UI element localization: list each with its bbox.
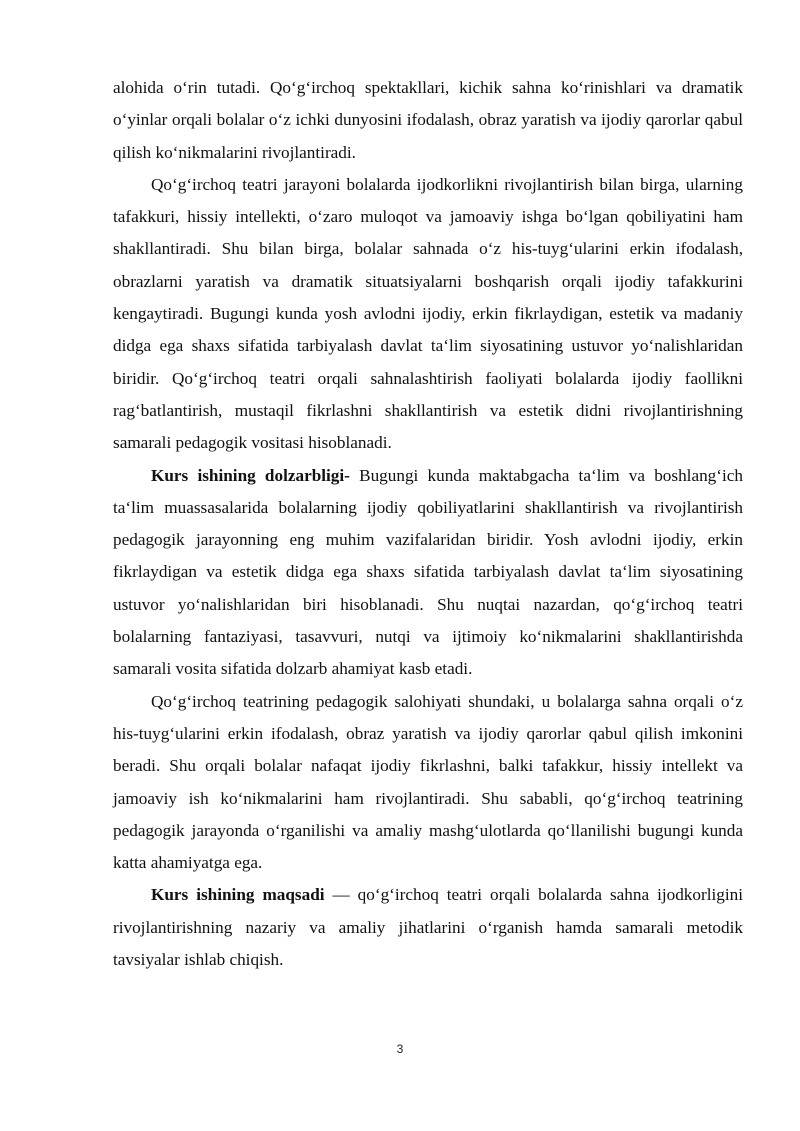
paragraph-text: Qo‘g‘irchoq teatri jarayoni bolalarda ijodkorlikni rivojlantirish bilan birga, ularning tafakkuri, hissiy intellekti, o‘zaro muloqot va jamoaviy ishga bo‘lgan qobiliyatini ham shakllantiradi. Shu bilan birga, bolalar sahnada o‘z his-tuyg‘ularini erkin ifodalash, obrazlarni yaratish va dramatik situatsiyalarni boshqarish orqali ijodiy tafakkurini kengaytiradi. Bugungi kunda yosh avlodni ijodiy, erkin fikrlaydigan, estetik va madaniy didga ega shaxs sifatida tarbiyalash davlat ta‘lim siyosatining ustuvor yo‘nalishlaridan biridir. Qo‘g‘irchoq teatri orqali sahnalashtirish faoliyati bolalarda ijodiy faollikni rag‘batlantirish, mustaqil fikrlashni shakllantirish va estetik didni rivojlantirishning samarali pedagogik vositasi hisoblanadi. — [113, 174, 743, 453]
paragraph-continuation — [113, 72, 743, 169]
paragraph-relevance — [113, 460, 743, 686]
paragraph-text: — qo‘g‘irchoq teatri orqali bolalarda sahna ijodkorligini rivojlantirishning nazariy va amaliy jihatlarini o‘rganish hamda samarali metodik tavsiyalar ishlab chiqish. — [113, 885, 744, 970]
paragraph-pedagogical-potential — [113, 686, 743, 880]
relevance-heading: Kurs ishining dolzarbligi- — [151, 465, 350, 485]
paragraph-goal — [113, 879, 743, 976]
page-number: 3 — [396, 1042, 404, 1056]
document-page — [113, 72, 743, 976]
goal-heading: Kurs ishining maqsadi — [151, 885, 325, 905]
paragraph-text: Qo‘g‘irchoq teatrining pedagogik salohiyati shundaki, u bolalarga sahna orqali o‘z his-tuyg‘ularini erkin ifodalash, obraz yaratish va ijodiy qarorlar qabul qilish imkonini beradi. Shu orqali bolalar nafaqat ijodiy fikrlashni, balki tafakkur, hissiy intellekt va jamoaviy ish ko‘nikmalarini ham rivojlantiradi. Shu sababli, qo‘g‘irchoq teatrining pedagogik jarayonda o‘rganilishi va amaliy mashg‘ulotlarda qo‘llanilishi bugungi kunda katta ahamiyatga ega. — [113, 691, 743, 873]
paragraph-puppet-theatre-process — [113, 169, 743, 460]
paragraph-text: Bugungi kunda maktabgacha ta‘lim va boshlang‘ich ta‘lim muassasalarida bolalarning ijodiy qobiliyatlarini shakllantirish va rivojlantirish pedagogik jarayonning eng muhim vazifalaridan biridir. Yosh avlodni ijodiy, erkin fikrlaydigan va estetik didga ega shaxs sifatida tarbiyalash davlat ta‘lim siyosatining ustuvor yo‘nalishlaridan biri hisoblanadi. Shu nuqtai nazardan, qo‘g‘irchoq teatri bolalarning fantaziyasi, tasavvuri, nutqi va ijtimoiy ko‘nikmalarini shakllantirishda samarali vosita sifatida dolzarb ahamiyat kasb etadi. — [113, 465, 743, 679]
paragraph-text: alohida o‘rin tutadi. Qo‘g‘irchoq spektakllari, kichik sahna ko‘rinishlari va dramatik o‘yinlar orqali bolalar o‘z ichki dunyosini ifodalash, obraz yaratish va ijodiy qarorlar qabul qilish ko‘nikmalarini rivojlantiradi. — [113, 78, 743, 162]
